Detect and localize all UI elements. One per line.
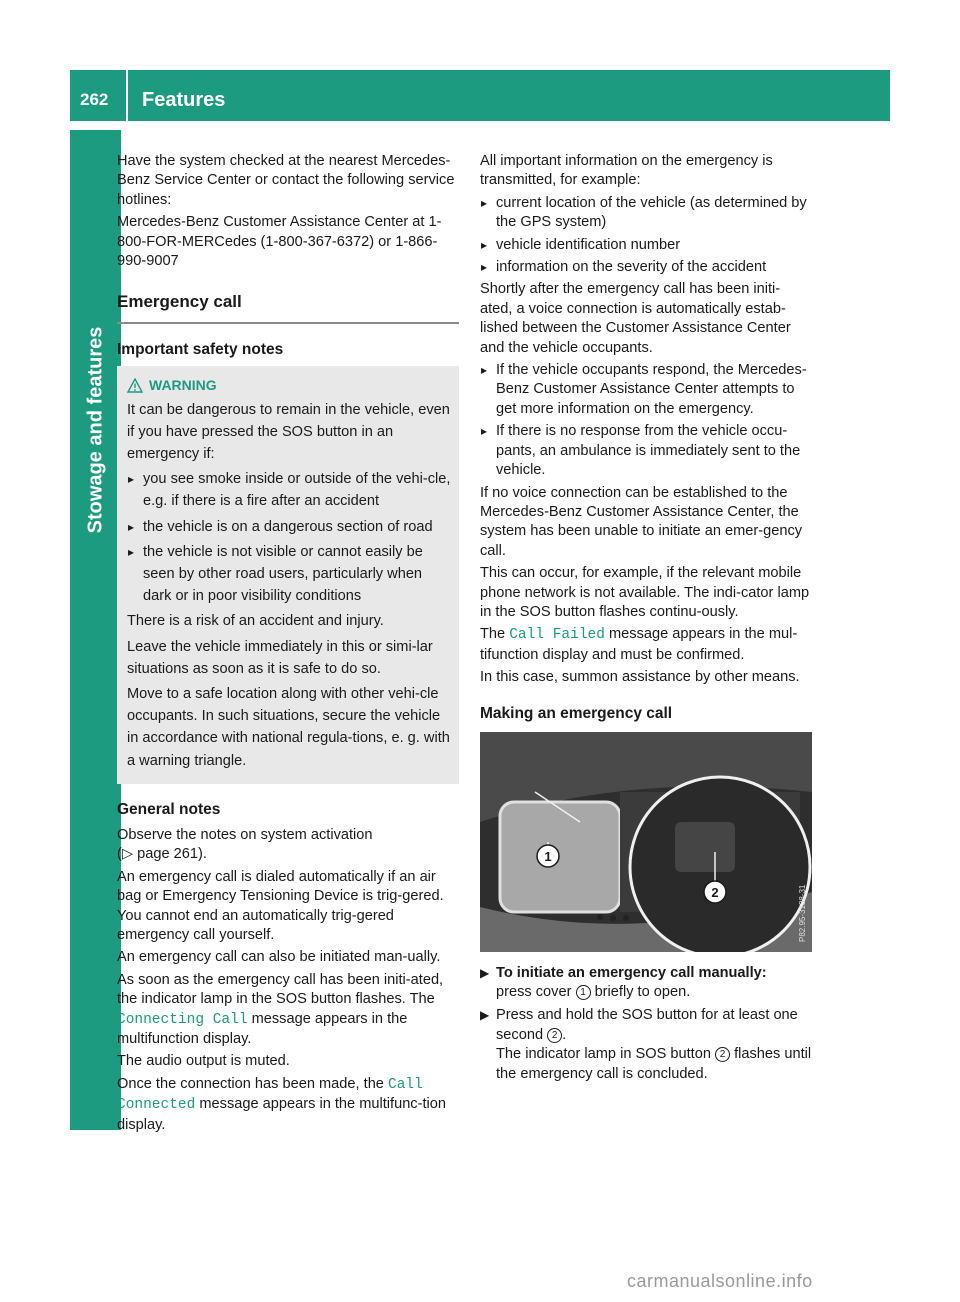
list-item: ▸ If the vehicle occupants respond, the Mercedes-Benz Customer Assistance Center attempts to get more information on the emergency.: [480, 361, 812, 419]
figure-drawing: [480, 732, 812, 952]
warning-title: [127, 374, 451, 396]
warning-box: [117, 366, 459, 783]
display-message-connected: Call Connected: [117, 1076, 423, 1114]
summon-text: In this case, summon assistance by other means.: [480, 669, 800, 686]
side-strip: [70, 130, 121, 1130]
left-column: [117, 152, 459, 1138]
section-heading-emergency-call: Emergency call: [117, 292, 242, 312]
warning-intro: It can be dangerous to remain in the vehicle, even if you have pressed the SOS button in an emergency if:: [127, 401, 450, 463]
display-message-failed: Call Failed: [509, 627, 605, 644]
connected-text: Once the connection has been made, the Call Connected message appears in the multifunc-tion display.: [117, 1075, 446, 1133]
step-1-title: To initiate an emergency call manually:: [496, 964, 767, 981]
warning-label: WARNING: [149, 377, 217, 394]
shortly-text: Shortly after the emergency call has been initi-ated, a voice connection is automatically estab-lished between the Customer Assistance Center and the vehicle occupants.: [480, 281, 791, 356]
warning-risk: There is a risk of an accident and injury.: [127, 613, 384, 630]
chapter-label: Stowage and features: [84, 326, 107, 534]
page-number: 262: [80, 90, 109, 109]
right-column: [480, 152, 812, 1088]
subheading-making-call: Making an emergency call: [480, 704, 673, 722]
connecting-text: As soon as the emergency call has been initi-ated, the indicator lamp in the SOS button flashes. The Connecting Call message appears in the multifunction display.: [117, 971, 444, 1047]
observe-text: Observe the notes on system activation (▷ page 261).: [117, 826, 373, 863]
step-2: ▶ Press and hold the SOS button for at least one second 2 . The indicator lamp in SOS button 2 flashes until the emergency call is concluded.: [480, 1007, 812, 1082]
callout-2-label: 2: [711, 884, 719, 900]
list-item: ▸ you see smoke inside or outside of the vehi-cle, e.g. if there is a fire after an accident: [127, 468, 451, 512]
figure-code: P82.95-3138-31: [798, 884, 807, 942]
warning-leave: Leave the vehicle immediately in this or simi-lar situations as soon as it is safe to do so.: [127, 638, 433, 677]
intro-text: Have the system checked at the nearest Mercedes-Benz Service Center or contact the following service hotlines:: [117, 153, 455, 208]
section-rule: [117, 322, 459, 324]
info-intro: All important information on the emergency is transmitted, for example:: [480, 153, 773, 189]
subheading-safety-notes: Important safety notes: [117, 341, 284, 359]
occur-text: This can occur, for example, if the relevant mobile phone network is not available. The indi-cator lamp in the SOS button flashes continu-ously.: [480, 565, 810, 620]
watermark: carmanualsonline.info: [627, 1271, 813, 1291]
sos-button-illustration: [480, 732, 812, 952]
warning-list: [127, 468, 451, 607]
hotline-text: Mercedes-Benz Customer Assistance Center at 1-800-FOR-MERCedes (1-800-367-6372) or 1-866-990-9007: [117, 214, 442, 270]
header-divider: [126, 70, 128, 121]
page-reference-link[interactable]: (▷ page 261).: [117, 846, 207, 863]
subheading-general-notes: General notes: [117, 800, 221, 818]
failed-text: The Call Failed message appears in the mul-tifunction display and must be confirmed.: [480, 626, 798, 663]
callout-1-label: 1: [544, 848, 552, 864]
callout-ref-2: 2: [715, 1047, 730, 1062]
warning-move: Move to a safe location along with other vehi-cle occupants. In such situations, secure the vehicle in accordance with national regula-tions, e. g. with a warning triangle.: [127, 686, 450, 769]
side-tab-marker: [70, 1087, 121, 1130]
list-item: ▸ information on the severity of the accident: [480, 258, 812, 277]
step-arrow-icon: ▶: [480, 965, 490, 980]
step-1: ▶ To initiate an emergency call manually: press cover 1 briefly to open.: [480, 964, 767, 1000]
muted-text: The audio output is muted.: [117, 1053, 290, 1070]
manual-text: An emergency call can also be initiated man-ually.: [117, 949, 441, 966]
display-message-connecting: Connecting Call: [117, 1011, 248, 1028]
list-item: ▸ vehicle identification number: [480, 236, 812, 255]
info-list: [480, 194, 812, 278]
response-list: [480, 361, 812, 480]
list-item: ▸ current location of the vehicle (as determined by the GPS system): [480, 194, 812, 233]
auto-dial-text: An emergency call is dialed automatically if an air bag or Emergency Tensioning Device is trig-gered. You cannot end an automatically trig-gered emergency call yourself.: [117, 868, 444, 943]
list-item: ▸ the vehicle is on a dangerous section of road: [127, 516, 451, 538]
page-title: Features: [142, 89, 226, 111]
step-arrow-icon: ▶: [480, 1008, 490, 1023]
callout-ref-1: 1: [576, 985, 591, 1000]
warning-triangle-icon: [127, 378, 143, 394]
callout-ref-2: 2: [547, 1028, 562, 1043]
no-voice-text: If no voice connection can be established to the Mercedes-Benz Customer Assistance Center, the system has been unable to initiate an emer-gency call.: [480, 484, 803, 559]
list-item: ▸ If there is no response from the vehicle occu-pants, an ambulance is immediately sent to the vehicle.: [480, 422, 812, 480]
list-item: ▸ the vehicle is not visible or cannot easily be seen by other road users, particularly when dark or in poor visibility conditions: [127, 541, 451, 608]
